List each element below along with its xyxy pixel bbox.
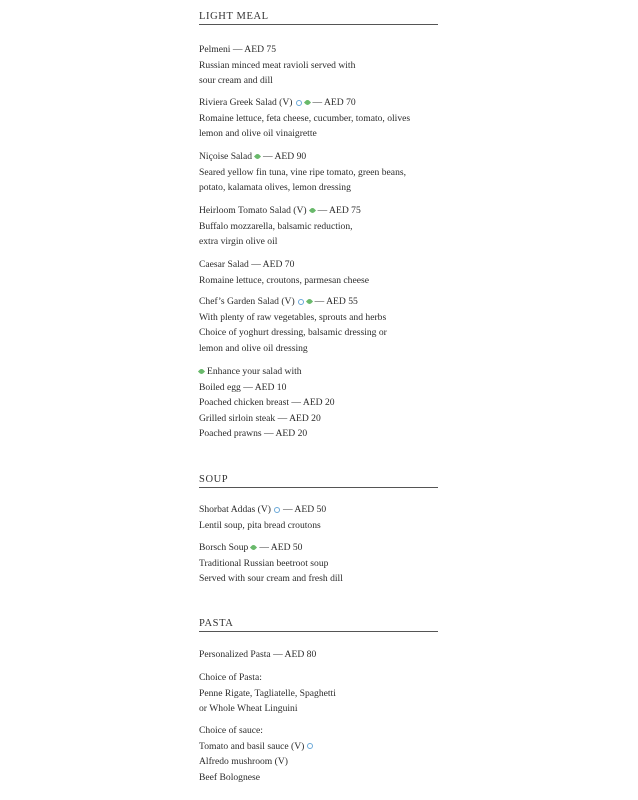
pasta-choice-label: Choice of Pasta: xyxy=(199,672,262,683)
leaf-icon xyxy=(309,207,316,214)
item-desc: Choice of yoghurt dressing, balsamic dressing or xyxy=(199,327,387,339)
item-desc: extra virgin olive oil xyxy=(199,236,278,248)
item-desc: Seared yellow fin tuna, vine ripe tomato, green beans, xyxy=(199,166,406,178)
item-price: — AED 55 xyxy=(314,296,358,307)
item-name-text: Heirloom Tomato Salad (V) xyxy=(199,205,307,216)
item-desc: lemon and olive oil vinaigrette xyxy=(199,128,317,140)
light-meal-section xyxy=(199,11,438,25)
leaf-icon xyxy=(306,298,313,305)
enhance-option: Poached prawns — AED 20 xyxy=(199,428,308,440)
sauce-option xyxy=(199,739,438,755)
item-name: Caesar Salad — AED 70 xyxy=(199,259,295,270)
menu-item-pelmeni xyxy=(199,42,438,89)
menu-item-caesar-salad xyxy=(199,257,438,288)
item-desc: Buffalo mozzarella, balsamic reduction, xyxy=(199,220,353,232)
vegetarian-icon xyxy=(298,299,304,305)
item-price: — AED 75 xyxy=(317,205,361,216)
pasta-section xyxy=(199,618,438,632)
item-desc: Romaine lettuce, feta cheese, cucumber, tomato, olives xyxy=(199,112,411,124)
section-title: LIGHT MEAL xyxy=(199,11,438,25)
item-desc: potato, kalamata olives, lemon dressing xyxy=(199,182,351,194)
item-desc: sour cream and dill xyxy=(199,75,273,87)
menu-item-greek-salad xyxy=(199,95,438,142)
menu-item-nicoise-salad xyxy=(199,149,438,196)
item-name xyxy=(199,502,438,518)
leaf-icon xyxy=(250,544,257,551)
leaf-icon xyxy=(198,368,205,375)
item-name-text: Riviera Greek Salad (V) xyxy=(199,97,293,108)
item-name-text: Shorbat Addas (V) xyxy=(199,504,271,515)
vegetarian-icon xyxy=(296,100,302,106)
sauce-choices xyxy=(199,723,438,785)
enhance-option: Boiled egg — AED 10 xyxy=(199,381,287,393)
item-name xyxy=(199,95,438,111)
sauce-option: Alfredo mushroom (V) xyxy=(199,756,288,768)
sauce-choice-label: Choice of sauce: xyxy=(199,725,263,736)
item-desc: Romaine lettuce, croutons, parmesan cheese xyxy=(199,274,369,286)
pasta-choices xyxy=(199,670,438,717)
enhance-title-text: Enhance your salad with xyxy=(207,366,302,377)
pasta-choice-line: Penne Rigate, Tagliatelle, Spaghetti xyxy=(199,687,336,699)
vegetarian-icon xyxy=(307,743,313,749)
section-title: SOUP xyxy=(199,474,438,488)
item-name: Pelmeni — AED 75 xyxy=(199,44,277,55)
item-name-text: Borsch Soup xyxy=(199,542,249,553)
item-desc: Served with sour cream and fresh dill xyxy=(199,573,343,585)
salad-enhancements xyxy=(199,364,438,442)
section-title: PASTA xyxy=(199,618,438,632)
item-name: Personalized Pasta — AED 80 xyxy=(199,649,317,660)
pasta-choice-line: or Whole Wheat Linguini xyxy=(199,703,298,715)
sauce-option-text: Tomato and basil sauce (V) xyxy=(199,740,305,752)
item-desc: Lentil soup, pita bread croutons xyxy=(199,519,321,531)
item-name xyxy=(199,203,438,219)
item-name xyxy=(199,149,438,165)
item-name xyxy=(199,540,438,556)
menu-item-shorbat-addas xyxy=(199,502,438,533)
leaf-icon xyxy=(254,153,261,160)
menu-item-chefs-garden-salad xyxy=(199,294,438,356)
item-desc: lemon and olive oil dressing xyxy=(199,342,308,354)
leaf-icon xyxy=(303,99,310,106)
item-price: — AED 50 xyxy=(259,542,303,553)
item-price: — AED 50 xyxy=(282,504,327,515)
item-desc: With plenty of raw vegetables, sprouts and herbs xyxy=(199,311,387,323)
item-price: — AED 90 xyxy=(263,151,307,162)
vegetarian-icon xyxy=(274,507,280,513)
menu-item-borsch-soup xyxy=(199,540,438,587)
menu-item-personalized-pasta xyxy=(199,647,438,663)
item-name xyxy=(199,294,438,310)
item-name-text: Niçoise Salad xyxy=(199,151,253,162)
item-desc: Russian minced meat ravioli served with xyxy=(199,59,356,71)
soup-section xyxy=(199,474,438,488)
enhance-title xyxy=(199,364,438,380)
enhance-option: Grilled sirloin steak — AED 20 xyxy=(199,412,321,424)
item-price: — AED 70 xyxy=(312,97,356,108)
enhance-option: Poached chicken breast — AED 20 xyxy=(199,397,335,409)
item-name-text: Chef’s Garden Salad (V) xyxy=(199,296,295,307)
item-desc: Traditional Russian beetroot soup xyxy=(199,557,329,569)
menu-item-heirloom-tomato-salad xyxy=(199,203,438,250)
sauce-option: Beef Bolognese xyxy=(199,771,261,783)
